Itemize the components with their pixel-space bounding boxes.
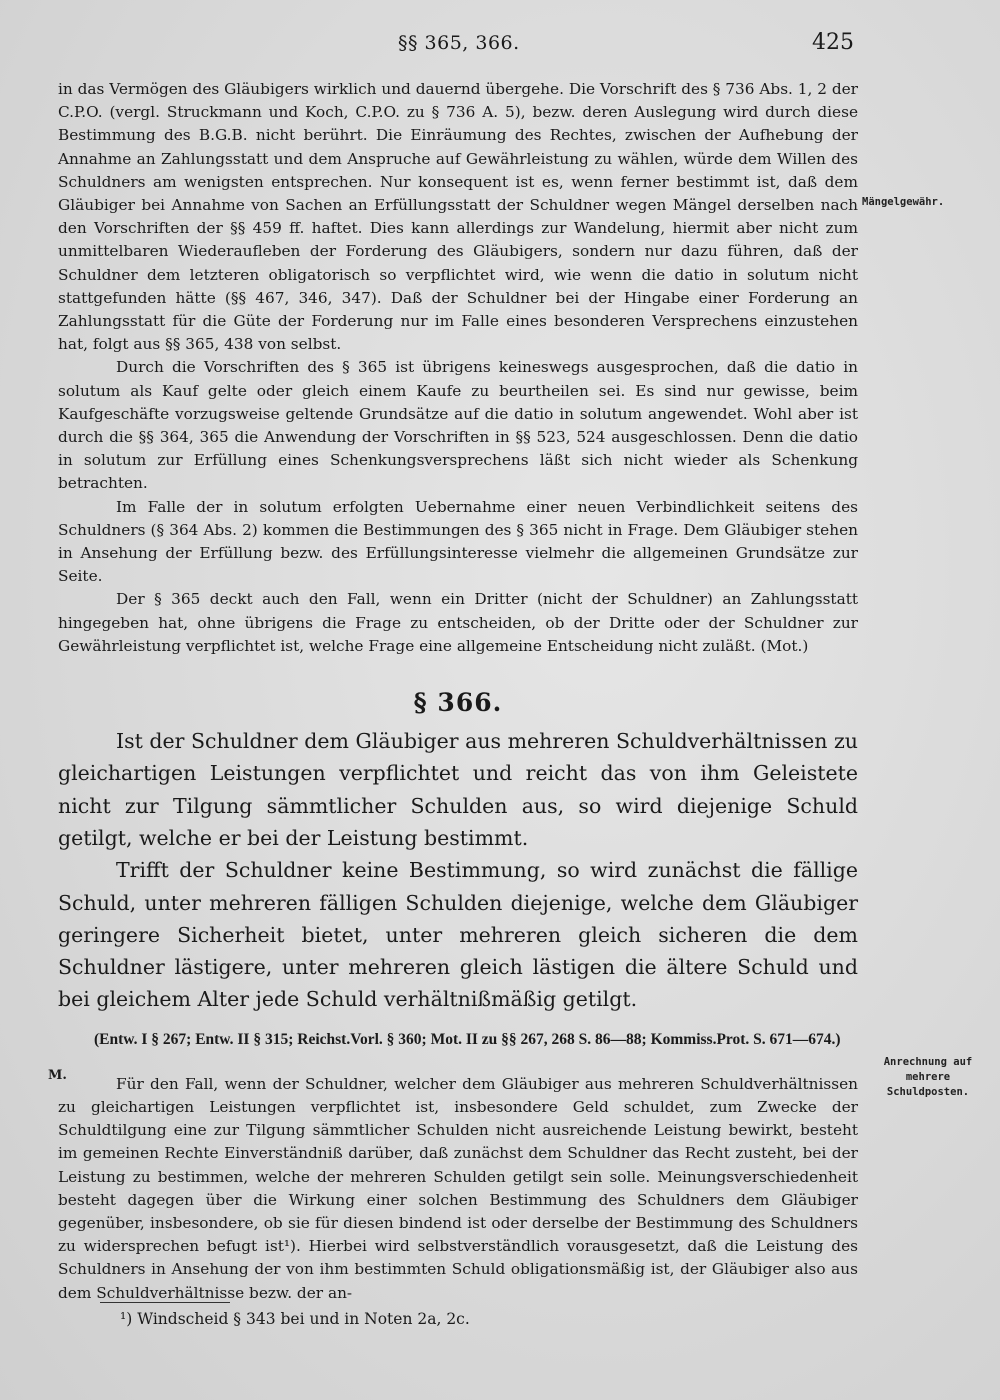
margin-note-maengelgewaehr: Mängelgewähr. xyxy=(862,196,945,208)
motive-marker: M. xyxy=(48,1068,67,1083)
references: (Entw. I § 267; Entw. II § 315; Reichst.Vorl. § 360; Mot. II zu §§ 267, 268 S. 86—88; Kommiss.Prot. S. 671—674.) xyxy=(94,1030,841,1048)
paragraph: Der § 365 deckt auch den Fall, wenn ein Dritter (nicht der Schuldner) an Zahlungsstatt hingegeben hat, ohne übrigens die Frage zu entscheiden, ob der Dritte oder der Schuldner zur Gewährleistung verpflichtet ist, welche Frage eine allgemeine Entscheidung nicht zuläßt. (Mot.) xyxy=(58,590,858,655)
margin-note-anrechnung: Anrechnung auf mehrere Schuldposten. xyxy=(883,1056,973,1098)
page-header xyxy=(58,32,854,60)
paragraph: Im Falle der in solutum erfolgten Uebernahme einer neuen Verbindlichkeit seitens des Schuldners (§ 364 Abs. 2) kommen die Bestimmungen des § 365 nicht in Frage. Dem Gläubiger stehen in Ansehung der Erfüllung bezw. des Erfüllungsinteresse vielmehr die allgemeinen Grundsätze zur Seite. xyxy=(58,497,858,586)
footnote: ¹) Windscheid § 343 bei und in Noten 2a, 2c. xyxy=(120,1310,470,1328)
law-paragraph: Ist der Schuldner dem Gläubiger aus mehreren Schuldverhältnissen zu gleichartigen Leistungen verpflichtet und reicht das von ihm Geleistete nicht zur Tilgung sämmtlicher Schulden aus, so wird diejenige Schuld getilgt, welche er bei der Leistung bestimmt. xyxy=(58,729,858,850)
law-paragraph: Trifft der Schuldner keine Bestimmung, so wird zunächst die fällige Schuld, unter mehreren fälligen Schulden diejenige, welche dem Gläubiger geringere Sicherheit bietet, unter mehreren gleich sicheren die dem Schuldner lästigere, unter mehreren gleich lästigen die ältere Schuld und bei gleichem Alter jede Schuld verhältnißmäßig getilgt. xyxy=(58,858,858,1012)
paragraph: Durch die Vorschriften des § 365 ist übrigens keineswegs ausgesprochen, daß die datio in solutum als Kauf gelte oder gleich einem Kaufe zu beurtheilen sei. Es sind nur gewisse, beim Kaufgeschäfte vorzugsweise geltende Grundsätze auf die datio in solutum angewendet. Wohl aber ist durch die §§ 364, 365 die Anwendung der Vorschriften in §§ 523, 524 ausgeschlossen. Denn die datio in solutum zur Erfüllung eines Schenkungsversprechens läßt sich nicht wieder als Schenkung betrachten. xyxy=(58,358,858,493)
main-text xyxy=(58,78,858,1305)
running-head: §§ 365, 366. xyxy=(398,32,520,54)
paragraph: in das Vermögen des Gläubigers wirklich und dauernd übergehe. Die Vorschrift des § 736 Abs. 1, 2 der C.P.O. (vergl. Struckmann und Koch, C.P.O. zu § 736 A. 5), bezw. deren Auslegung wird durch diese Bestimmung des B.G.B. nicht berührt. Die Einräumung des Rechtes, zwischen der Aufhebung der Annahme an Zahlungsstatt und dem Anspruche auf Gewährleistung zu wählen, würde dem Willen des Schuldners am wenigsten entsprechen. Nur konsequent ist es, wenn ferner bestimmt ist, daß dem Gläubiger bei Annahme von Sachen an Erfüllungsstatt der Schuldner wegen Mängel derselben nach den Vorschriften der §§ 459 ff. haftet. Dies kann allerdings zur Wandelung, hiermit aber nicht zum unmittelbaren Wiederaufleben der Forderung des Gläubigers, sondern nur dazu führen, daß der Schuldner dem letzteren obligatorisch so verpflichtet wird, wie wenn die datio in solutum nicht stattgefunden hätte (§§ 467, 346, 347). Daß der Schuldner bei der Hingabe einer Forderung an Zahlungsstatt für die Güte der Forderung nur im Falle eines besonderen Versprechens einzustehen hat, folgt aus §§ 365, 438 von selbst. xyxy=(58,80,858,354)
section-heading: § 366. xyxy=(413,688,503,718)
paragraph: Für den Fall, wenn der Schuldner, welcher dem Gläubiger aus mehreren Schuldverhältnissen zu gleichartigen Leistungen verpflichtet ist, insbesondere Geld schuldet, zum Zwecke der Schuldtilgung eine zur Tilgung sämmtlicher Schulden nicht ausreichende Leistung bewirkt, besteht im gemeinen Rechte Einverständniß darüber, daß zunächst dem Schuldner das Recht zusteht, bei der Leistung zu bestimmen, welche der mehreren Schulden getilgt sein solle. Meinungsverschiedenheit besteht dagegen über die Wirkung einer solchen Bestimmung des Schuldners dem Gläubiger gegenüber, insbesondere, ob sie für diesen bindend ist oder derselbe der Bestimmung des Schuldners zu widersprechen befugt ist¹). Hierbei wird selbstverständlich vorausgesetzt, daß die Leistung des Schuldners in Ansehung der von ihm bestimmten Schuld obligationsmäßig ist, der Gläubiger also aus dem Schuldverhältnisse bezw. der an- xyxy=(58,1074,858,1302)
page-number: 425 xyxy=(812,30,854,55)
footnote-divider xyxy=(100,1302,230,1303)
